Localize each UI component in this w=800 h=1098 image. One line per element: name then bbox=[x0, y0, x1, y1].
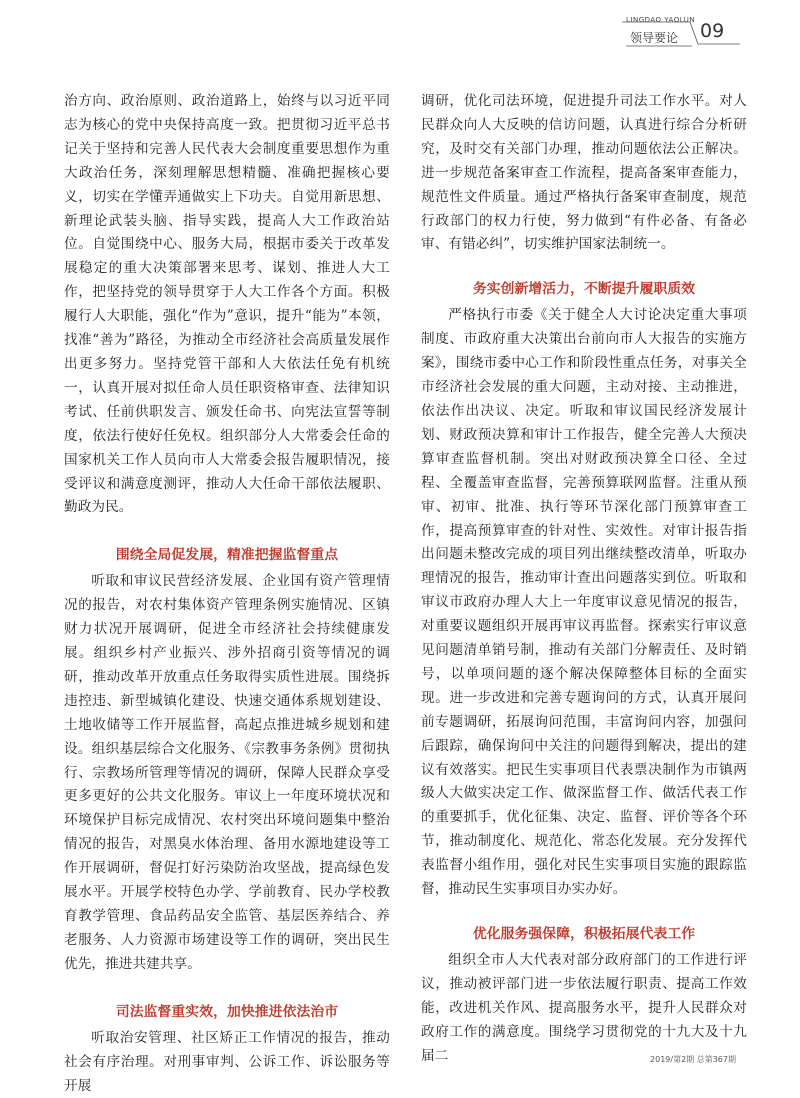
right-paragraph-1: 调研，优化司法环境，促进提升司法工作水平。对人民群众向人大反映的信访问题，认真进行综合分析研究，及时交有关部门办理，推动问题依法公正解决。进一步规范备案审查工作流程，提高备案审查能力，规范性文件质量。通过严格执行备案审查制度，规范行政部门的权力行使，努力做到“有件必备、有备必审、有错必纠”，切实维护国家法制统一。 bbox=[421, 93, 747, 253]
page-header bbox=[622, 8, 742, 48]
left-paragraph-3: 听取治安管理、社区矫正工作情况的报告，推动社会有序治理。对刑事审判、公诉工作、诉讼服务等开展 bbox=[64, 1029, 390, 1094]
left-paragraph-1: 治方向、政治原则、政治道路上，始终与以习近平同志为核心的党中央保持高度一致。把贯彻习近平总书记关于坚持和完善人民代表大会制度重要思想作为重大政治任务，深刻理解思想精髓、准确把握核心要义，切实在学懂弄通做实上下功夫。自觉用新思想、新理论武装头脑、指导实践，提高人大工作政治站位。自觉围绕中心、服务大局，根据市委关于改革发展稳定的重大决策部署来思考、谋划、推进人大工作，把坚持党的领导贯穿于人大工作各个方面。积极履行人大职能，强化“作为”意识，提升“能为”本领，找准“善为”路径，为推动全市经济社会高质量发展作出更多努力。坚持党管干部和人大依法任免有机统一，认真开展对拟任命人员任职资格审查、法律知识考试、任前供职发言、颁发任命书、向宪法宣誓等制度，依法行使好任免权。组织部分人大常委会任命的国家机关工作人员向市人大常委会报告履职情况，接受评议和满意度测评，推动人大任命干部依法履职、勤政为民。 bbox=[64, 93, 390, 516]
right-column bbox=[421, 90, 747, 1069]
left-column bbox=[64, 90, 390, 1098]
right-paragraph-2: 严格执行市委《关于健全人大讨论决定重大事项制度、市政府重大决策出台前向市人大报告的实施方案》，围绕市委中心工作和阶段性重点任务，对事关全市经济社会发展的重大问题，主动对接、主动推进，依法作出决议、决定。听取和审议国民经济发展计划、财政预决算和审计工作报告，健全完善人大预决算审查监督机制。突出对财政预决算全口径、全过程、全覆盖审查监督，完善预算联网监督。注重从预审、初审、批准、执行等环节深化部门预算审查工作，提高预算审查的针对性、实效性。对审计报告指出问题未整改完成的项目列出继续整改清单，听取办理情况的报告，推动审计查出问题落实到位。听取和审议市政府办理人大上一年度审议意见情况的报告，对重要议题组织开展再审议再监督。探索实行审议意见问题清单销号制，推动有关部门分解责任、及时销号，以单项问题的逐个解决保障整体目标的全面实现。进一步改进和完善专题询问的方式，认真开展问前专题调研，拓展询问范围，丰富询问内容，加强问后跟踪，确保询问中关注的问题得到解决，提出的建议有效落实。把民生实事项目代表票决制作为市镇两级人大做实决定工作、做深监督工作、做活代表工作的重要抓手，优化征集、决定、监督、评价等各个环节，推动制度化、规范化、常态化发展。充分发挥代表监督小组作用，强化对民生实事项目实施的跟踪监督，推动民生实事项目办实办好。 bbox=[421, 307, 747, 898]
page-number: 09 bbox=[700, 20, 725, 42]
header-brand: LINGDAO YAOLUN bbox=[626, 16, 696, 24]
section-heading-innovation: 务实创新增活力，不断提升履职质效 bbox=[472, 281, 696, 298]
right-paragraph-3: 组织全市人大代表对部分政府部门的工作进行评议，推动被评部门进一步依法履行职责、提高工作效能，改进机关作风、提高服务水平，提升人民群众对政府工作的满意度。围绕学习贯彻党的十九大及十九届二 bbox=[421, 952, 747, 1064]
left-paragraph-2: 听取和审议民营经济发展、企业国有资产管理情况的报告，对农村集体资产管理条例实施情况、区镇财力状况开展调研，促进全市经济社会持续健康发展。组织乡村产业振兴、涉外招商引资等情况的调研，推动改革开放重点任务取得实质性进展。围绕拆违控违、新型城镇化建设、快速交通体系规划建设、土地收储等工作开展监督，高起点推进城乡规划和建设。组织基层综合文化服务、《宗教事务条例》贯彻执行、宗教场所管理等情况的调研，保障人民群众享受更多更好的公共文化服务。审议上一年度环境状况和环境保护目标完成情况、农村突出环境问题集中整治情况的报告，对黑臭水体治理、备用水源地建设等工作开展调研，督促打好污染防治攻坚战，提高绿色发展水平。开展学校特色办学、学前教育、民办学校教育教学管理、食品药品安全监管、基层医养结合、养老服务、人力资源市场建设等工作的调研，突出民生优先，推进共建共享。 bbox=[64, 573, 390, 972]
issue-footer: 2019/第2期 总第367期 bbox=[650, 1055, 736, 1064]
section-heading-representative-work: 优化服务强保障，积极拓展代表工作 bbox=[472, 926, 696, 942]
section-heading-judicial-supervision: 司法监督重实效，加快推进依法治市 bbox=[115, 1003, 339, 1020]
header-section-title: 领导要论 bbox=[630, 31, 679, 45]
section-heading-monitoring-focus: 围绕全局促发展，精准把握监督重点 bbox=[115, 547, 339, 564]
